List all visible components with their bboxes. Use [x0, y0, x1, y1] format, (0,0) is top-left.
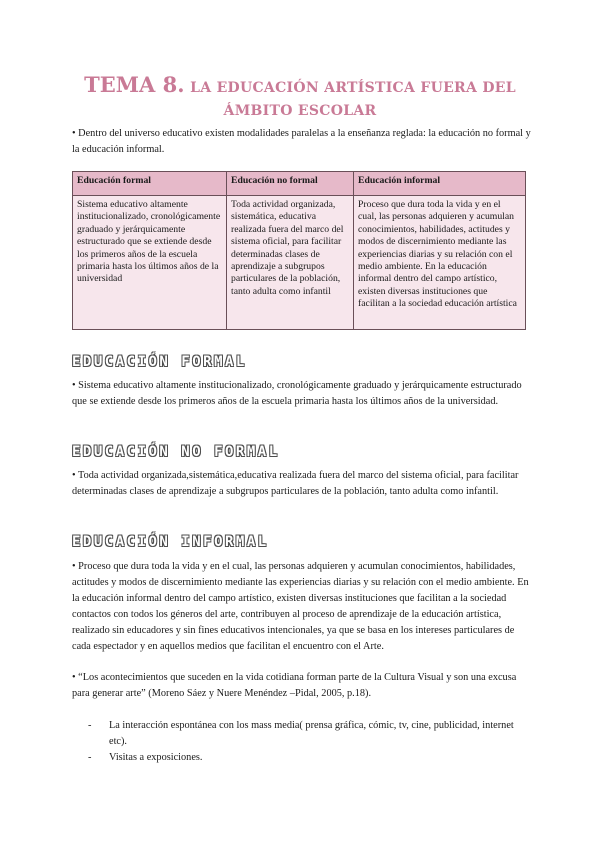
section-text-no-formal: • Toda actividad organizada,sistemática,educativa realizada fuera del marco del sistema oficial, para facilitar determinadas clases de aprendizaje a subgrupos particulares de la población, tanto adulta como infantil.	[72, 470, 519, 497]
table-row	[73, 196, 526, 330]
table-cell: Sistema educativo altamente institucionalizado, cronológicamente graduado y jerárquicamente estructurado que se extiende desde los primeros años de la escuela primaria hasta los últimos años de la universidad	[73, 196, 227, 330]
section-text-informal: • Proceso que dura toda la vida y en el cual, las personas adquieren y acumulan conocimientos, habilidades, actitudes y modos de discernimiento mediante las experiencias diarias y su relación con el medio ambiente. En la educación informal dentro del campo artístico, existen diversas instituciones que facilitan a la sociedad contactos con todos los géneros del arte, contribuyen al proceso de aprendizaje de la educación artística, realizado sin educadores y sin fines educativos intencionales, ya que se basa en los intereses particulares de cada espectador y en aquellos medios que facilitan el encuentro con el Arte.	[72, 561, 529, 652]
page-title	[60, 74, 540, 122]
title-continuation: ÁMBITO ESCOLAR	[223, 103, 377, 119]
section-text-formal: • Sistema educativo altamente institucionalizado, cronológicamente graduado y jerárquicamente estructurado que se extiende desde los primeros años de la escuela primaria hasta los últimos años de la universidad.	[72, 380, 522, 407]
intro-paragraph: • Dentro del universo educativo existen modalidades paralelas a la enseñanza reglada: la educación no formal y la educación informal.	[72, 128, 531, 155]
list-item: Visitas a exposiciones.	[109, 752, 203, 763]
section-heading-no-formal: EDUCACIÓN NO FORMAL	[72, 444, 280, 460]
title-number: TEMA 8.	[84, 72, 185, 97]
table-header-cell: Educación formal	[73, 172, 227, 196]
list-item: La interacción espontánea con los mass media( prensa gráfica, cómic, tv, cine, publicidad, internet etc).	[109, 720, 514, 747]
table-header-cell: Educación informal	[354, 172, 526, 196]
table-header-row	[73, 172, 526, 196]
table-cell: Toda actividad organizada, sistemática, educativa realizada fuera del marco del sistema oficial, para facilitar determinadas clases de aprendizaje a subgrupos particulares de la población, tanto adulta como infantil	[227, 196, 354, 330]
section-heading-formal: EDUCACIÓN FORMAL	[72, 354, 247, 370]
list-dash: -	[88, 720, 92, 731]
section-heading-informal: EDUCACIÓN INFORMAL	[72, 534, 269, 550]
title-main: LA EDUCACIÓN ARTÍSTICA FUERA DEL	[190, 80, 516, 96]
list-dash: -	[88, 752, 92, 763]
comparison-table	[72, 171, 526, 330]
table-header-cell: Educación no formal	[227, 172, 354, 196]
table-cell: Proceso que dura toda la vida y en el cual, las personas adquieren y acumulan conocimientos, habilidades, actitudes y modos de discernimiento mediante las experiencias diarias y su relación con el medio ambiente. En la educación informal dentro del campo artístico, existen diversas instituciones que facilitan a la sociedad educación artística	[354, 196, 526, 330]
quote-paragraph: • “Los acontecimientos que suceden en la vida cotidiana forman parte de la Cultura Visual y son una excusa para generar arte” (Moreno Sáez y Nuere Menéndez –Pidal, 2005, p.18).	[72, 672, 517, 699]
